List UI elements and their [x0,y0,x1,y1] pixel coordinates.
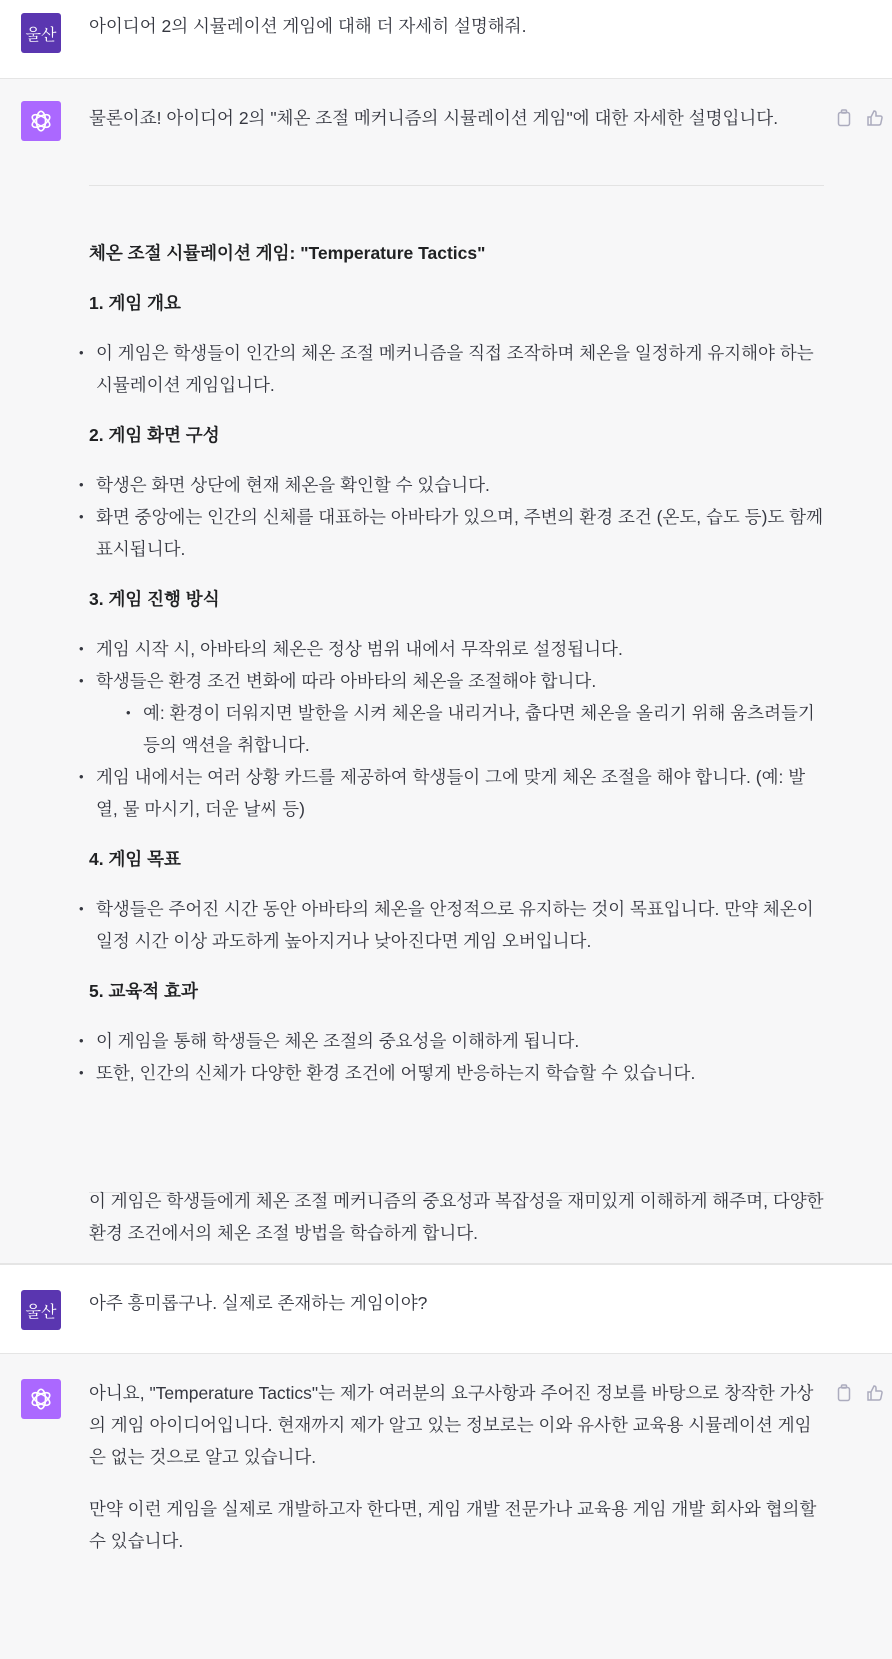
user-avatar [21,1290,61,1330]
assistant-message-1 [0,79,892,1264]
thumbs-up-icon[interactable] [866,109,884,127]
section-list-5 [89,1025,824,1089]
copy-icon[interactable] [836,109,852,127]
user-message-text: 아주 흥미롭구나. 실제로 존재하는 게임이야? [89,1293,428,1313]
list-item [89,665,824,761]
divider-1 [89,185,824,186]
assistant-avatar [21,1379,61,1419]
section-heading-2: 2. 게임 화면 구성 [89,425,220,445]
openai-logo-icon [28,1386,54,1412]
thumbs-up-icon[interactable] [866,1384,884,1402]
game-title: 체온 조절 시뮬레이션 게임: "Temperature Tactics" [89,243,486,263]
sub-list-item: • 예: 환경이 더워지면 발한을 시켜 체온을 내리거나, 춥다면 체온을 올리기 위해 움츠려들기 등의 액션을 취합니다. [136,697,824,761]
copy-icon[interactable] [836,1384,852,1402]
list-item: • 학생들은 주어진 시간 동안 아바타의 체온을 안정적으로 유지하는 것이 목표입니다. 만약 체온이 일정 시간 이상 과도하게 높아지거나 낮아진다면 게임 오버입니다. [89,893,824,957]
assistant-outro [89,1185,824,1249]
message-actions [836,1384,884,1402]
user-message-1 [0,0,892,79]
openai-logo-icon [28,108,54,134]
sub-list [96,697,824,761]
section-list-4 [89,893,824,957]
section-heading-1: 1. 게임 개요 [89,293,181,313]
section-heading-3: 3. 게임 진행 방식 [89,589,220,609]
section-heading-4: 4. 게임 목표 [89,849,181,869]
list-item-text: 학생들은 환경 조건 변화에 따라 아바타의 체온을 조절해야 합니다. [96,671,597,691]
list-item: • 학생은 화면 상단에 현재 체온을 확인할 수 있습니다. [89,469,824,501]
user-message-text: 아이디어 2의 시뮬레이션 게임에 대해 더 자세히 설명해줘. [89,16,527,36]
message-actions [836,109,884,127]
section-list-3 [89,633,824,825]
section-list-1 [89,337,824,401]
list-item: • 게임 내에서는 여러 상황 카드를 제공하여 학생들이 그에 맞게 체온 조절을 해야 합니다. (예: 발열, 물 마시기, 더운 날씨 등) [89,761,824,825]
user-avatar [21,13,61,53]
assistant-avatar [21,101,61,141]
section-heading-5: 5. 교육적 효과 [89,981,198,1001]
list-item: • 또한, 인간의 신체가 다양한 환경 조건에 어떻게 반응하는지 학습할 수 있습니다. [89,1057,824,1089]
list-item: • 화면 중앙에는 인간의 신체를 대표하는 아바타가 있으며, 주변의 환경 조건 (온도, 습도 등)도 함께 표시됩니다. [89,501,824,565]
list-item: • 이 게임은 학생들이 인간의 체온 조절 메커니즘을 직접 조작하며 체온을 일정하게 유지해야 하는 시뮬레이션 게임입니다. [89,337,824,401]
assistant-answer-p2: 만약 이런 게임을 실제로 개발하고자 한다면, 게임 개발 전문가나 교육용 게임 개발 회사와 협의할 수 있습니다. [89,1499,817,1551]
user-message-2 [0,1264,892,1354]
assistant-intro: 물론이죠! 아이디어 2의 "체온 조절 메커니즘의 시뮬레이션 게임"에 대한 자세한 설명입니다. [89,108,779,128]
section-list-2 [89,469,824,565]
assistant-outro-text: 이 게임은 학생들에게 체온 조절 메커니즘의 중요성과 복잡성을 재미있게 이해하게 해주며, 다양한 환경 조건에서의 체온 조절 방법을 학습하게 합니다. [89,1191,824,1243]
user-avatar-label: 울산 [25,1303,57,1321]
assistant-message-2 [0,1354,892,1659]
list-item: • 게임 시작 시, 아바타의 체온은 정상 범위 내에서 무작위로 설정됩니다. [89,633,824,665]
assistant-answer-p1: 아니요, "Temperature Tactics"는 제가 여러분의 요구사항과 주어진 정보를 바탕으로 창작한 가상의 게임 아이디어입니다. 현재까지 제가 알고 있는 정보로는 이와 유사한 교육용 시뮬레이션 게임은 없는 것으로 알고 있습니다. [89,1383,814,1467]
list-item: • 이 게임을 통해 학생들은 체온 조절의 중요성을 이해하게 됩니다. [89,1025,824,1057]
user-avatar-label: 울산 [25,26,57,44]
